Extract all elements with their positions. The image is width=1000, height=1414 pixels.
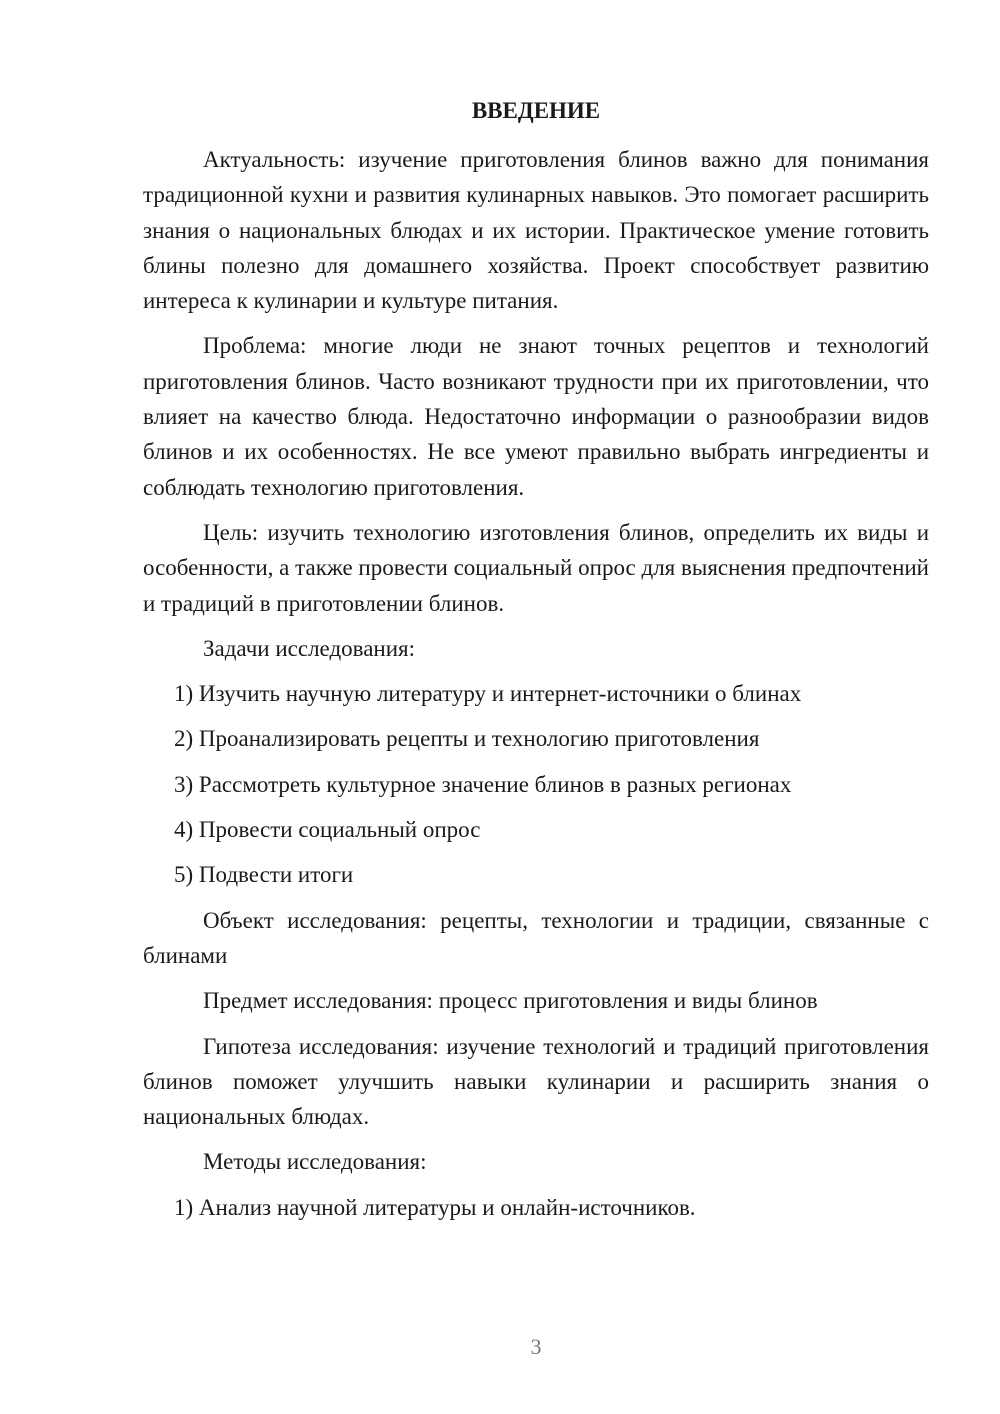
page-title: ВВЕДЕНИЕ: [471, 98, 601, 123]
document-body: [143, 142, 929, 1225]
list-item: 3) Рассмотреть культурное значение блинов в разных регионах: [174, 771, 792, 797]
methods-list: [143, 1190, 929, 1225]
page-number: 3: [530, 1334, 542, 1359]
methods-heading: Методы исследования:: [203, 1149, 427, 1175]
tasks-list: [143, 676, 929, 892]
list-item: 1) Изучить научную литературу и интернет-источники о блинах: [174, 681, 802, 707]
list-item: 4) Провести социальный опрос: [174, 817, 481, 843]
goal-paragraph: Цель: изучить технологию изготовления блинов, определить их виды и особенности, а также провести социальный опрос для выяснения предпочтений и традиций в приготовлении блинов.: [143, 519, 929, 616]
list-item: 1) Анализ научной литературы и онлайн-источников.: [174, 1194, 696, 1220]
list-item: 5) Подвести итоги: [174, 862, 354, 888]
hypothesis-paragraph: Гипотеза исследования: изучение технологий и традиций приготовления блинов поможет улучшить навыки кулинарии и расширить знания о национальных блюдах.: [143, 1033, 929, 1130]
list-item: 2) Проанализировать рецепты и технологию приготовления: [174, 726, 760, 752]
subject-paragraph: Предмет исследования: процесс приготовления и виды блинов: [203, 988, 818, 1014]
relevance-paragraph: Актуальность: изучение приготовления блинов важно для понимания традиционной кухни и развития кулинарных навыков. Это помогает расширить знания о национальных блюдах и их истории. Практическое умение готовить блины полезно для домашнего хозяйства. Проект способствует развитию интереса к кулинарии и культуре питания.: [143, 147, 929, 314]
tasks-heading: Задачи исследования:: [203, 635, 416, 661]
problem-paragraph: Проблема: многие люди не знают точных рецептов и технологий приготовления блинов. Часто возникают трудности при их приготовлении, что влияет на качество блюда. Недостаточно информации о разнообразии видов блинов и их особенностях. Не все умеют правильно выбрать ингредиенты и соблюдать технологию приготовления.: [143, 333, 929, 500]
object-paragraph: Объект исследования: рецепты, технологии и традиции, связанные с блинами: [143, 907, 929, 968]
